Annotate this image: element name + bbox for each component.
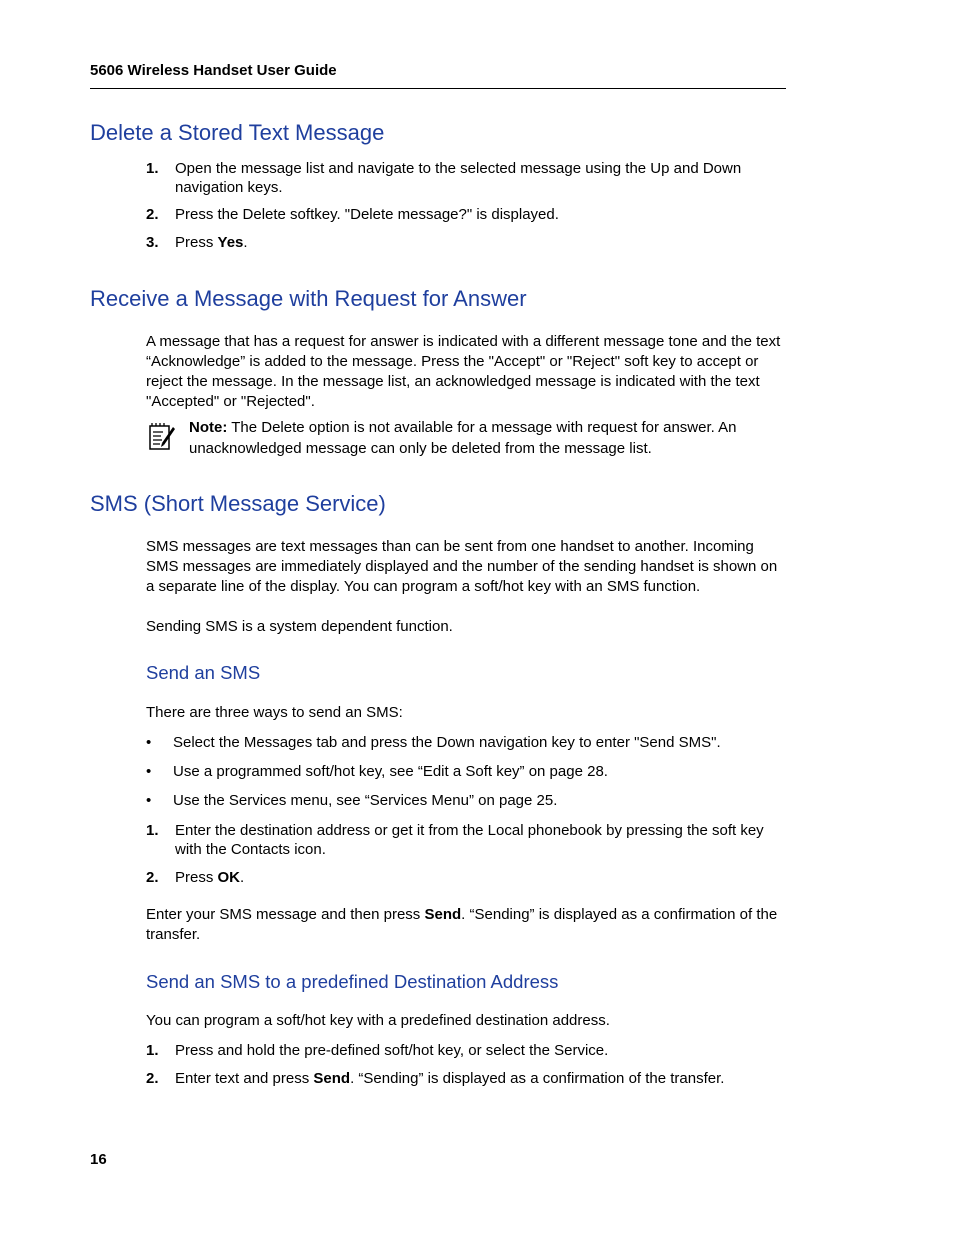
body-paragraph: You can program a soft/hot key with a predefined destination address.: [146, 1012, 610, 1029]
body-paragraph: SMS messages are text messages than can be sent from one handset to another. Incoming SMS messages are immediately displayed and the number of the sending handset is shown on a separate line of the display. You can program a soft/hot key with an SMS function.: [146, 538, 778, 595]
running-head: 5606 Wireless Handset User Guide: [90, 62, 337, 79]
step-item: [146, 205, 786, 224]
note-label: Note:: [189, 419, 228, 436]
body-paragraph: Enter your SMS message and then press Send. “Sending” is displayed as a confirmation of the transfer.: [146, 906, 778, 943]
step-number: 1.: [146, 1042, 159, 1059]
header-rule: [90, 88, 786, 89]
step-item: [146, 1041, 786, 1060]
bullet-item: [146, 791, 786, 810]
step-text: Open the message list and navigate to the selected message using the Up and Down navigation keys.: [175, 160, 742, 196]
step-item: [146, 233, 786, 252]
bullet-marker: •: [146, 792, 152, 809]
section-title-delete-message: Delete a Stored Text Message: [90, 120, 385, 145]
section-title-request-for-answer: Receive a Message with Request for Answer: [90, 286, 527, 311]
step-item: [146, 868, 786, 887]
note-box: [146, 417, 786, 459]
step-text: Press Yes.: [175, 234, 248, 251]
bullet-marker: •: [146, 734, 152, 751]
section-title-sms: SMS (Short Message Service): [90, 491, 386, 516]
step-item: [146, 159, 786, 197]
bullet-item: [146, 762, 786, 781]
step-text: Enter text and press Send. “Sending” is displayed as a confirmation of the transfer.: [175, 1070, 725, 1087]
body-paragraph: There are three ways to send an SMS:: [146, 704, 403, 721]
step-number: 1.: [146, 160, 159, 177]
step-text: Press and hold the pre-defined soft/hot key, or select the Service.: [175, 1042, 609, 1059]
step-number: 1.: [146, 822, 159, 839]
page-number: 16: [90, 1151, 107, 1168]
step-item: [146, 821, 786, 859]
bullet-text: Use the Services menu, see “Services Menu” on page 25.: [173, 792, 558, 809]
subsection-title-send-sms: Send an SMS: [146, 662, 261, 683]
bullet-item: [146, 733, 786, 752]
step-text: Enter the destination address or get it from the Local phonebook by pressing the soft key with the Contacts icon.: [175, 822, 764, 858]
note-text: Note: The Delete option is not available for a message with request for answer. An unacknowledged message can only be deleted from the message list.: [189, 419, 737, 457]
bullet-marker: •: [146, 763, 152, 780]
step-number: 2.: [146, 869, 159, 886]
step-number: 2.: [146, 206, 159, 223]
bold-term: OK: [217, 869, 241, 886]
body-paragraph: A message that has a request for answer is indicated with a different message tone and the text “Acknowledge” is added to the message. Press the "Accept" or "Reject" soft key to accept or reject the message. In the message list, an acknowledged message is indicated with the text "Accepted" or "Rejected".: [146, 333, 781, 410]
bullet-text: Select the Messages tab and press the Down navigation key to enter "Send SMS".: [173, 734, 721, 751]
bold-term: Send: [313, 1070, 351, 1087]
bold-term: Yes: [217, 234, 244, 251]
step-number: 2.: [146, 1070, 159, 1087]
subsection-title-predefined-destination: Send an SMS to a predefined Destination Address: [146, 971, 559, 992]
step-text: Press the Delete softkey. "Delete message?" is displayed.: [175, 206, 559, 223]
step-text: Press OK.: [175, 869, 245, 886]
bold-term: Send: [424, 906, 462, 923]
body-paragraph: Sending SMS is a system dependent function.: [146, 618, 453, 635]
note-icon: [148, 421, 176, 451]
step-number: 3.: [146, 234, 159, 251]
step-item: [146, 1069, 786, 1088]
bullet-text: Use a programmed soft/hot key, see “Edit a Soft key” on page 28.: [173, 763, 608, 780]
